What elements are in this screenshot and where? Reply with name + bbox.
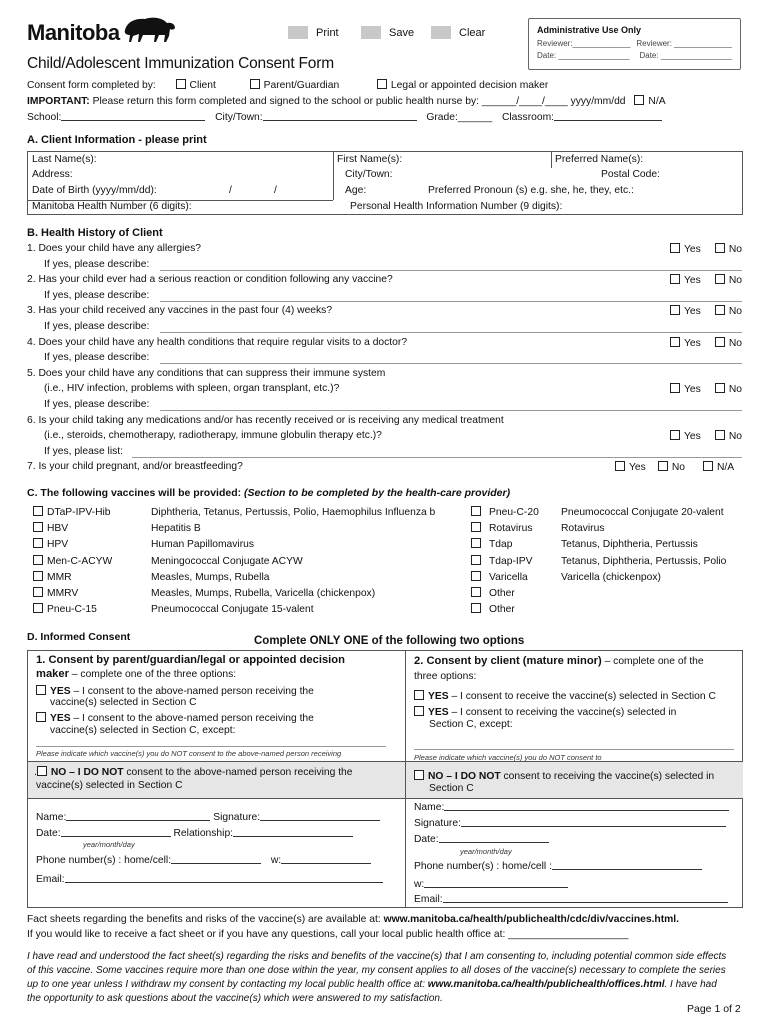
describe-field[interactable] xyxy=(160,270,742,271)
yes-checkbox[interactable] xyxy=(670,430,680,440)
vaccine-option[interactable] xyxy=(471,587,561,599)
vaccine-option[interactable] xyxy=(471,522,605,534)
opt1-yes1-row xyxy=(36,685,314,697)
vaccine-option[interactable] xyxy=(33,571,269,583)
clear-label: Clear xyxy=(459,26,486,39)
vaccine-checkbox[interactable] xyxy=(33,522,43,532)
opt2-signature-field[interactable] xyxy=(461,817,726,827)
opt1-phone-row xyxy=(36,854,371,866)
vaccine-checkbox[interactable] xyxy=(33,506,43,516)
opt2-w-label: w: xyxy=(414,879,425,890)
opt2-note: – complete one of the xyxy=(601,656,704,667)
opt2-phone-label: Phone number(s) : home/cell : xyxy=(414,861,552,872)
vaccine-code: Varicella xyxy=(489,571,528,583)
logo-text: Manitoba xyxy=(27,20,120,45)
vaccine-code: Other xyxy=(489,604,515,616)
opt2-no-checkbox[interactable] xyxy=(414,770,424,780)
vaccine-option[interactable] xyxy=(33,603,314,615)
city-label: City/Town: xyxy=(215,112,263,123)
declaration-end: . I have had xyxy=(664,979,717,990)
contact-line: If you would like to receive a fact sheet or if you have any questions, call your local public health office at: _____________________ xyxy=(27,929,629,940)
opt2-name-label: Name: xyxy=(414,802,445,813)
vaccine-desc: Diphtheria, Tetanus, Pertussis, Polio, Haemophilus Influenza b xyxy=(151,507,436,518)
opt1-yes1-text2: vaccine(s) selected in Section C xyxy=(50,697,197,708)
na-label: N/A xyxy=(648,96,666,107)
describe-field[interactable] xyxy=(160,332,742,333)
vaccine-desc: Varicella (chickenpox) xyxy=(561,571,661,583)
vaccine-code: DTaP-IPV-Hib xyxy=(47,507,111,518)
vaccine-checkbox[interactable] xyxy=(471,571,481,581)
no-checkbox[interactable] xyxy=(715,430,725,440)
vaccine-code: HPV xyxy=(47,539,69,551)
vaccine-checkbox[interactable] xyxy=(33,603,43,613)
vaccine-checkbox[interactable] xyxy=(471,587,481,597)
vaccine-option[interactable] xyxy=(471,555,726,567)
opt1-note: – complete one of the three options: xyxy=(68,669,237,680)
no-checkbox[interactable] xyxy=(715,383,725,393)
opt1-no-prefix: . xyxy=(34,767,37,778)
opt1-signature-label: Signature: xyxy=(213,812,261,823)
opt2-no-text2: Section C xyxy=(429,783,474,794)
important-text: Please return this form completed and signed to the school or public health nurse by: xyxy=(92,96,479,107)
opt2-title: 2. Consent by client (mature minor) xyxy=(414,655,602,667)
opt2-w-row xyxy=(414,878,568,890)
section-a-heading: A. Client Information - please print xyxy=(27,134,207,146)
vaccine-code: HBV xyxy=(47,523,69,535)
vaccine-desc: Pneumococcal Conjugate 20-valent xyxy=(561,507,724,518)
vaccine-code: Tdap-IPV xyxy=(489,555,533,567)
opt2-email-field[interactable] xyxy=(443,893,728,903)
opt1-no-checkbox[interactable] xyxy=(37,766,47,776)
describe-field[interactable] xyxy=(132,457,742,458)
no-label: No xyxy=(728,275,742,287)
vaccine-desc: Measles, Mumps, Rubella, Varicella (chickenpox) xyxy=(151,588,376,599)
admin-use-box xyxy=(528,18,741,70)
vaccine-checkbox[interactable] xyxy=(471,506,481,516)
vaccine-checkbox[interactable] xyxy=(33,555,43,565)
yes-label: Yes xyxy=(684,275,701,287)
bison-icon xyxy=(119,14,179,44)
health-question: 7. Is your child pregnant, and/or breastfeeding? xyxy=(27,461,243,473)
no-label: No xyxy=(728,306,742,318)
health-question-detail: If yes, please describe: xyxy=(44,352,150,364)
vaccine-code: Men-C-ACYW xyxy=(47,555,113,567)
admin-date-field-1[interactable]: Date: ________________ xyxy=(537,51,630,60)
opt1-no-text2: vaccine(s) selected in Section C xyxy=(36,780,183,791)
completed-by-row xyxy=(27,79,548,91)
opt1-date-field[interactable] xyxy=(61,827,171,837)
vaccine-code: Pneu-C-20 xyxy=(489,507,539,518)
age-field[interactable]: Age: xyxy=(345,185,367,196)
opt1-yes2-checkbox[interactable] xyxy=(36,712,46,722)
section-b-heading: B. Health History of Client xyxy=(27,227,163,239)
pronoun-field[interactable]: Preferred Pronoun (s) e.g. she, he, they, etc.: xyxy=(428,185,634,196)
preferred-name-field[interactable]: Preferred Name(s): xyxy=(555,154,644,165)
vaccine-option[interactable] xyxy=(471,571,661,583)
important-label: IMPORTANT: xyxy=(27,96,90,107)
declaration-line-1: I have read and understood the fact sheet(s) regarding the risks and benefits of the vaccine(s) that I am consenting to, including potential common side effects xyxy=(27,951,727,962)
opt2-yes1-bold: YES xyxy=(428,691,449,702)
describe-field[interactable] xyxy=(160,363,742,364)
opt2-yes2-checkbox[interactable] xyxy=(414,706,424,716)
opt2-yes2-text2: Section C, except: xyxy=(429,719,513,730)
vaccine-desc: Rotavirus xyxy=(561,523,605,535)
yes-checkbox[interactable] xyxy=(670,383,680,393)
opt2-date-label: Date: xyxy=(414,834,439,845)
declaration-text-3: up to one year unless I withdraw my consent by contacting my local public health office at: xyxy=(27,979,428,990)
opt1-email-label: Email: xyxy=(36,874,65,885)
vaccine-checkbox[interactable] xyxy=(471,603,481,613)
opt1-phone-label: Phone number(s) : home/cell: xyxy=(36,855,172,866)
return-date-field[interactable]: ______/____/____ yyyy/mm/dd xyxy=(481,96,626,107)
opt1-phone-field[interactable] xyxy=(171,854,261,864)
vaccine-checkbox[interactable] xyxy=(33,571,43,581)
school-row xyxy=(27,111,662,123)
client-label: Client xyxy=(189,80,216,91)
health-question-detail: (i.e., steroids, chemotherapy, radiotherapy, immune globulin therapy etc.)? xyxy=(44,430,382,442)
save-button[interactable] xyxy=(361,26,414,39)
reviewer-field-2[interactable]: Reviewer: _____________ xyxy=(636,39,732,48)
health-question: 4. Does your child have any health conditions that require regular visits to a doctor? xyxy=(27,336,408,348)
health-question: 6. Is your child taking any medications and/or has recently received or is receiving any medical treatment xyxy=(27,414,504,426)
opt1-w-field[interactable] xyxy=(281,854,371,864)
vaccine-option[interactable] xyxy=(33,538,254,550)
last-name-field[interactable]: Last Name(s): xyxy=(32,154,97,165)
opt1-name-label: Name: xyxy=(36,812,67,823)
manitoba-logo xyxy=(27,14,177,48)
page-number: Page 1 of 2 xyxy=(687,1003,741,1015)
opt1-yes1-checkbox[interactable] xyxy=(36,685,46,695)
declaration-line-3 xyxy=(27,979,717,990)
no-checkbox[interactable] xyxy=(715,305,725,315)
parent-label: Parent/Guardian xyxy=(263,80,340,91)
health-question: 3. Has your child received any vaccines in the past four (4) weeks? xyxy=(27,305,333,317)
phin-field[interactable]: Personal Health Information Number (9 digits): xyxy=(350,201,563,212)
vaccine-option[interactable] xyxy=(471,506,724,518)
vaccine-checkbox[interactable] xyxy=(471,522,481,532)
offices-link[interactable]: www.manitoba.ca/health/publichealth/offices.html xyxy=(427,979,665,990)
opt2-w-field[interactable] xyxy=(424,878,568,888)
client-info-box xyxy=(27,151,743,215)
mhn-field[interactable]: Manitoba Health Number (6 digits): xyxy=(32,201,192,212)
section-d-subheading: Complete ONLY ONE of the following two options xyxy=(254,635,525,647)
declaration-line-4: the opportunity to ask questions about the vaccine(s) which were answered to my satisfaction. xyxy=(27,993,443,1004)
opt1-yes2-text: – I consent to the above-named person receiving the xyxy=(70,713,314,724)
no-label: No xyxy=(728,244,742,255)
describe-field[interactable] xyxy=(160,410,742,411)
opt2-phone-field[interactable] xyxy=(552,860,702,870)
yes-no-group xyxy=(670,305,742,317)
opt2-name-field[interactable] xyxy=(444,801,729,811)
vaccine-code: MMRV xyxy=(47,588,79,599)
opt1-yes1-bold: YES xyxy=(50,686,71,697)
yes-label: Yes xyxy=(684,337,701,349)
na-checkbox[interactable] xyxy=(703,461,713,471)
opt1-no-text: consent to the above-named person receiving the xyxy=(123,767,353,778)
opt1-title-2: maker xyxy=(36,668,69,680)
postal-code-field[interactable]: Postal Code: xyxy=(601,169,660,180)
opt2-ymd: year/month/day xyxy=(460,847,512,856)
na-checkbox[interactable] xyxy=(634,95,644,105)
section-d-heading: D. Informed Consent xyxy=(27,631,131,643)
opt2-yes2-row xyxy=(414,706,676,718)
yes-no-group xyxy=(670,274,742,286)
opt2-yes1-checkbox[interactable] xyxy=(414,690,424,700)
reviewer-field-1[interactable]: Reviewer:_____________ xyxy=(537,39,631,48)
yes-checkbox[interactable] xyxy=(615,461,625,471)
health-question-detail: If yes, please list: xyxy=(44,445,123,457)
opt2-yes2-text: – I consent to receiving the vaccine(s) selected in xyxy=(448,707,677,718)
health-question-detail: (i.e., HIV infection, problems with spleen, organ transplant, etc.)? xyxy=(44,383,340,395)
opt2-name-row xyxy=(414,801,729,813)
section-c-note: (Section to be completed by the health-care provider) xyxy=(244,487,511,499)
dob-slash-2: / xyxy=(274,185,277,196)
section-c-heading: C. The following vaccines will be provided: xyxy=(27,487,242,499)
classroom-field[interactable] xyxy=(554,111,662,121)
vaccine-option[interactable] xyxy=(471,603,561,615)
opt2-email-row xyxy=(414,893,728,905)
opt1-yes2-bold: YES xyxy=(50,713,71,724)
na-label: N/A xyxy=(716,462,735,474)
school-field[interactable] xyxy=(61,111,205,121)
opt1-name-field[interactable] xyxy=(66,811,210,821)
no-checkbox[interactable] xyxy=(715,274,725,284)
vaccine-checkbox[interactable] xyxy=(33,587,43,597)
clear-button[interactable] xyxy=(431,26,485,39)
yes-no-group xyxy=(670,430,742,442)
yes-label: Yes xyxy=(629,462,646,474)
opt2-title-row xyxy=(414,655,704,667)
print-button[interactable] xyxy=(288,26,339,39)
print-label: Print xyxy=(316,26,339,39)
yes-checkbox[interactable] xyxy=(670,337,680,347)
vaccine-option[interactable] xyxy=(33,506,435,518)
describe-field[interactable] xyxy=(160,301,742,302)
yes-no-group xyxy=(670,243,742,255)
health-question-detail: If yes, please describe: xyxy=(44,258,150,270)
opt1-yes2-row xyxy=(36,712,314,724)
vaccine-desc: Hepatitis B xyxy=(151,523,201,535)
no-label: No xyxy=(728,431,742,443)
opt2-date-row xyxy=(414,833,549,845)
opt1-w-label: w: xyxy=(270,855,282,866)
opt1-no-bold: NO – I DO NOT xyxy=(50,767,124,778)
clear-swatch xyxy=(431,26,451,39)
opt2-no-row xyxy=(414,770,714,782)
admin-title: Administrative Use Only xyxy=(537,25,642,35)
opt2-yes1-row xyxy=(414,690,716,702)
classroom-label: Classroom: xyxy=(501,112,555,123)
vaccine-checkbox[interactable] xyxy=(471,555,481,565)
vaccine-option[interactable] xyxy=(471,538,698,550)
health-question: 1. Does your child have any allergies? xyxy=(27,243,202,254)
form-title: Child/Adolescent Immunization Consent Form xyxy=(27,55,334,72)
health-question-detail: If yes, please describe: xyxy=(44,399,150,410)
vaccine-option[interactable] xyxy=(33,587,375,599)
opt1-signature-field[interactable] xyxy=(260,811,380,821)
opt1-email-row xyxy=(36,873,383,885)
opt1-except-line[interactable] xyxy=(36,746,386,747)
declaration-line-2: of this vaccine. Some vaccines require more than one dose within the year, my consent applies to all doses of the vaccine(s) necessary to complete the series xyxy=(27,965,726,976)
vaccine-code: Other xyxy=(489,588,515,599)
completed-by-label: Consent form completed by: xyxy=(27,80,156,91)
yes-no-group xyxy=(670,383,742,395)
parent-checkbox[interactable] xyxy=(250,79,260,89)
vaccine-code: Rotavirus xyxy=(489,523,533,535)
opt1-no-line1 xyxy=(34,766,353,778)
opt2-yes2-bold: YES xyxy=(428,707,449,718)
opt1-relationship-label: Relationship: xyxy=(173,828,234,839)
opt1-relationship-field[interactable] xyxy=(233,827,353,837)
first-name-field[interactable]: First Name(s): xyxy=(337,154,403,165)
opt1-date-label: Date: xyxy=(36,828,61,839)
grade-field[interactable]: Grade:______ xyxy=(426,112,493,123)
vaccine-option[interactable] xyxy=(33,555,303,567)
no-label: No xyxy=(728,337,742,349)
opt1-title-row xyxy=(36,668,236,680)
no-checkbox[interactable] xyxy=(658,461,668,471)
vaccine-code: Tdap xyxy=(489,539,513,551)
opt1-yes1-text: – I consent to the above-named person receiving the xyxy=(70,686,314,697)
vaccine-desc: Measles, Mumps, Rubella xyxy=(151,571,270,583)
admin-date-field-2[interactable]: Date: ________________ xyxy=(639,51,732,60)
yes-no-group xyxy=(615,461,734,473)
opt2-no-bold: NO – I DO NOT xyxy=(428,771,501,782)
opt2-indicate: Please indicate which vaccine(s) you do NOT consent to xyxy=(414,753,602,762)
yes-checkbox[interactable] xyxy=(670,274,680,284)
yes-label: Yes xyxy=(684,244,701,255)
important-row xyxy=(27,95,666,107)
opt2-note2: three options: xyxy=(414,671,477,682)
city-town-field[interactable]: City/Town: xyxy=(345,169,393,180)
yes-label: Yes xyxy=(684,306,701,318)
vaccine-checkbox[interactable] xyxy=(33,538,43,548)
yes-label: Yes xyxy=(684,431,701,443)
save-swatch xyxy=(361,26,381,39)
opt2-except-line[interactable] xyxy=(414,749,734,750)
health-question: 5. Does your child have any conditions that can suppress their immune system xyxy=(27,367,386,379)
fact-sheet-text: Fact sheets regarding the benefits and risks of the vaccine(s) are available at: xyxy=(27,914,384,925)
opt1-ymd: year/month/day xyxy=(83,840,135,849)
opt2-phone-row xyxy=(414,860,702,872)
opt1-date-row xyxy=(36,827,353,839)
city-field[interactable] xyxy=(263,111,417,121)
health-question-detail: If yes, please describe: xyxy=(44,289,150,301)
vaccine-desc: Tetanus, Diphtheria, Pertussis xyxy=(561,539,698,551)
vaccine-desc: Human Papillomavirus xyxy=(151,539,255,551)
vaccine-desc: Tetanus, Diphtheria, Pertussis, Polio xyxy=(561,555,727,567)
school-label: School: xyxy=(27,112,62,123)
no-label: No xyxy=(728,384,742,396)
no-checkbox[interactable] xyxy=(715,243,725,253)
vaccine-desc: Pneumococcal Conjugate 15-valent xyxy=(151,604,314,616)
yes-checkbox[interactable] xyxy=(670,305,680,315)
legal-checkbox[interactable] xyxy=(377,79,387,89)
dob-field[interactable]: Date of Birth (yyyy/mm/dd): xyxy=(32,185,157,196)
vaccine-option[interactable] xyxy=(33,522,201,534)
opt1-yes2-text2: vaccine(s) selected in Section C, except: xyxy=(50,725,236,736)
no-checkbox[interactable] xyxy=(715,337,725,347)
health-question-detail: If yes, please describe: xyxy=(44,321,150,332)
fact-sheet-line xyxy=(27,914,679,925)
vaccine-code: Pneu-C-15 xyxy=(47,604,97,616)
vaccine-desc: Meningococcal Conjugate ACYW xyxy=(151,555,303,567)
opt1-email-field[interactable] xyxy=(65,873,383,883)
client-checkbox[interactable] xyxy=(176,79,186,89)
opt1-name-row xyxy=(36,811,380,823)
yes-label: Yes xyxy=(684,384,701,396)
yes-no-group xyxy=(670,337,742,349)
fact-sheet-link[interactable]: www.manitoba.ca/health/publichealth/cdc/div/vaccines.html. xyxy=(383,914,680,925)
print-swatch xyxy=(288,26,308,39)
section-c-heading-row xyxy=(27,487,510,499)
opt2-yes1-text: – I consent to receive the vaccine(s) selected in Section C xyxy=(448,691,716,702)
dob-slash-1: / xyxy=(229,185,232,196)
opt1-indicate: Please indicate which vaccine(s) you do NOT consent to the above-named person receiving xyxy=(36,749,342,758)
opt1-title: 1. Consent by parent/guardian/legal or appointed decision xyxy=(36,654,345,666)
opt2-date-field[interactable] xyxy=(439,833,549,843)
opt2-no-text: consent to receiving the vaccine(s) selected in xyxy=(500,771,715,782)
opt2-signature-label: Signature: xyxy=(414,818,461,829)
vaccine-code: MMR xyxy=(47,571,72,583)
opt2-signature-row xyxy=(414,817,726,829)
opt2-email-label: Email: xyxy=(414,894,443,905)
yes-checkbox[interactable] xyxy=(670,243,680,253)
save-label: Save xyxy=(389,26,415,39)
legal-label: Legal or appointed decision maker xyxy=(390,80,549,91)
health-question: 2. Has your child ever had a serious reaction or condition following any vaccine? xyxy=(27,274,393,286)
address-field[interactable]: Address: xyxy=(32,169,73,180)
no-label: No xyxy=(671,462,685,474)
vaccine-checkbox[interactable] xyxy=(471,538,481,548)
